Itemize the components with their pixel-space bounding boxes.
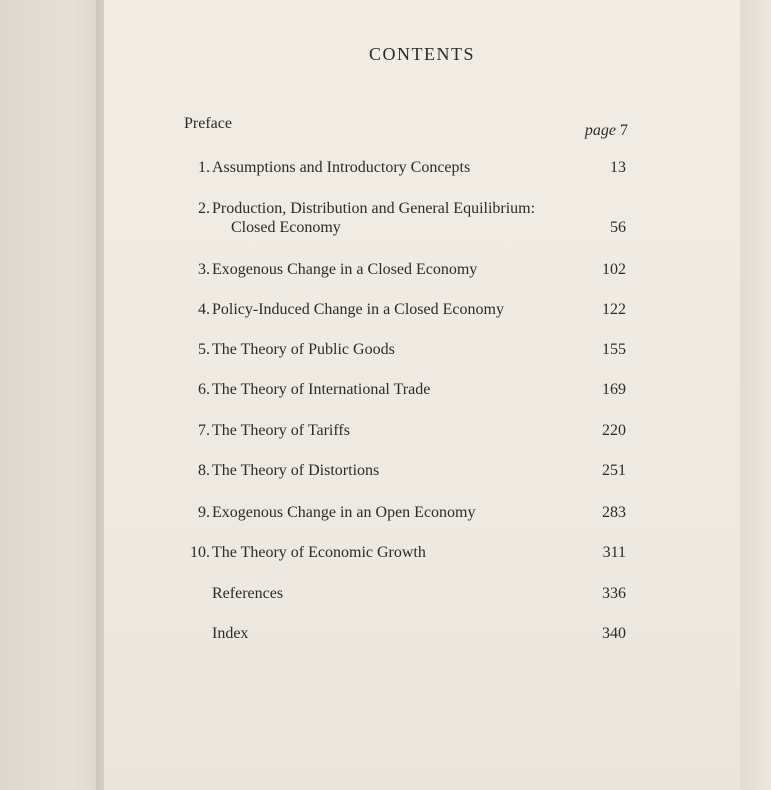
preface-label: Preface (184, 115, 232, 132)
entry-title: Index (212, 625, 249, 642)
entry-title: Production, Distribution and General Equilibrium: (212, 200, 536, 217)
entry-page: 13 (610, 159, 626, 176)
entry-page: 122 (602, 301, 626, 318)
entry-title: Assumptions and Introductory Concepts (212, 159, 471, 176)
entry-title: The Theory of Tariffs (212, 422, 350, 439)
page-word: page (584, 122, 616, 139)
entry-title: The Theory of Public Goods (212, 341, 395, 358)
entry-page: 169 (602, 381, 626, 398)
entry-page: 311 (602, 544, 626, 561)
entry-number: 6. (198, 381, 210, 398)
entry-number: 4. (198, 301, 210, 318)
entry-page: 336 (602, 585, 626, 602)
entry-number: 1. (198, 159, 210, 176)
entry-title: Exogenous Change in a Closed Economy (212, 261, 478, 278)
entry-title: References (212, 585, 284, 602)
entry-number: 2. (198, 200, 210, 217)
preface-page-number: 7 (620, 122, 628, 139)
entry-page: 56 (610, 219, 626, 236)
entry-title: The Theory of Distortions (212, 462, 380, 479)
preface-page (585, 122, 628, 140)
entry-title: Exogenous Change in an Open Economy (212, 504, 476, 521)
entry-number: 3. (198, 261, 210, 278)
entry-number: 10. (190, 544, 210, 561)
entry-number: 8. (198, 462, 210, 479)
entry-title: The Theory of Economic Growth (212, 544, 426, 561)
entry-page: 220 (602, 422, 626, 439)
entry-number: 9. (198, 504, 210, 521)
facing-page (0, 0, 104, 790)
contents-heading: CONTENTS (369, 44, 475, 64)
entry-number: 5. (198, 341, 210, 358)
entry-title-continued: Closed Economy (231, 219, 341, 236)
entry-title: Policy-Induced Change in a Closed Economy (212, 301, 504, 318)
page-edge (740, 0, 771, 790)
entry-page: 251 (602, 462, 626, 479)
contents-page (104, 0, 740, 790)
entry-title: The Theory of International Trade (212, 381, 431, 398)
entry-page: 155 (602, 341, 626, 358)
entry-page: 102 (602, 261, 626, 278)
entry-page: 283 (602, 504, 626, 521)
entry-page: 340 (602, 625, 626, 642)
entry-number: 7. (198, 422, 210, 439)
